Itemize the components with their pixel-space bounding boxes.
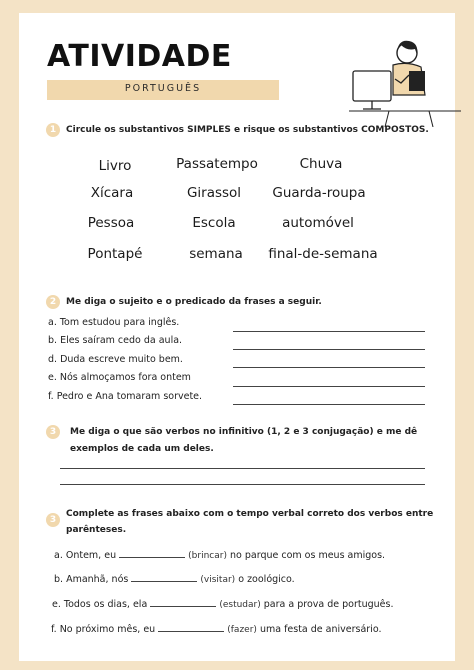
word-guarda-roupa: Guarda-roupa [272, 185, 366, 201]
question-3-number: 3 [46, 425, 60, 439]
answer-line[interactable] [233, 349, 425, 350]
fill-in-blank[interactable] [119, 548, 185, 558]
word-semana: semana [189, 246, 243, 262]
fill-in-blank[interactable] [131, 572, 197, 582]
sentence-item: f. Pedro e Ana tomaram sorvete. [48, 391, 203, 402]
word-pontape: Pontapé [87, 246, 143, 262]
question-4-prompt-line-2: parênteses. [66, 525, 127, 535]
answer-line[interactable] [233, 367, 425, 368]
question-2-prompt: Me diga o sujeito e o predicado da frases a seguir. [66, 297, 322, 307]
word-chuva: Chuva [299, 156, 343, 172]
answer-line[interactable] [233, 331, 425, 332]
fill-in-blank[interactable] [158, 622, 224, 632]
word-escola: Escola [192, 215, 236, 231]
sentence-end: para a prova de português. [263, 599, 394, 610]
question-3-prompt-line-2: exemplos de cada um deles. [70, 444, 214, 454]
answer-line[interactable] [60, 484, 425, 485]
sentence-start: e. Todos os dias, ela [52, 599, 148, 610]
answer-line[interactable] [233, 404, 425, 405]
fill-in-sentence [52, 597, 393, 610]
sentence-item: a. Tom estudou para inglês. [48, 317, 180, 328]
fill-in-sentence [54, 548, 385, 561]
sentence-start: b. Amanhã, nós [54, 574, 129, 585]
sentence-item: d. Duda escreve muito bem. [48, 354, 183, 365]
fill-in-blank[interactable] [150, 597, 216, 607]
worksheet-page [19, 13, 455, 661]
sentence-item: e. Nós almoçamos fora ontem [48, 372, 191, 383]
sentence-item: b. Eles saíram cedo da aula. [48, 335, 183, 346]
sentence-end: o zoológico. [238, 574, 295, 585]
question-3-prompt-line-1: Me diga o que são verbos no infinitivo (1, 2 e 3 conjugação) e me dê [70, 427, 418, 437]
verb-hint: (estudar) [219, 600, 261, 610]
student-at-computer-illustration [349, 35, 461, 127]
word-livro: Livro [98, 158, 132, 174]
fill-in-sentence [51, 622, 382, 635]
verb-hint: (visitar) [200, 575, 236, 585]
word-final-de-semana: final-de-semana [268, 246, 378, 262]
word-automovel: automóvel [282, 215, 354, 231]
answer-line[interactable] [233, 386, 425, 387]
sentence-start: f. No próximo mês, eu [51, 624, 156, 635]
question-1-number: 1 [46, 123, 60, 137]
word-passatempo: Passatempo [176, 156, 258, 172]
subject-label: PORTUGUÊS [124, 83, 202, 94]
question-4-number: 3 [46, 513, 60, 527]
fill-in-sentence [54, 572, 295, 585]
question-2-number: 2 [46, 295, 60, 309]
word-pessoa: Pessoa [87, 215, 135, 231]
word-xicara: Xícara [90, 185, 134, 201]
verb-hint: (fazer) [227, 625, 257, 635]
sentence-end: uma festa de aniversário. [259, 624, 382, 635]
verb-hint: (brincar) [188, 551, 227, 561]
question-1-prompt: Circule os substantivos SIMPLES e risque os substantivos COMPOSTOS. [66, 125, 429, 135]
word-girassol: Girassol [186, 185, 242, 201]
page-title: ATIVIDADE [47, 39, 232, 74]
subject-band [47, 80, 279, 100]
question-4-prompt-line-1: Complete as frases abaixo com o tempo verbal correto dos verbos entre [66, 509, 434, 519]
answer-line[interactable] [60, 468, 425, 469]
sentence-start: a. Ontem, eu [54, 550, 117, 561]
sentence-end: no parque com os meus amigos. [230, 550, 386, 561]
